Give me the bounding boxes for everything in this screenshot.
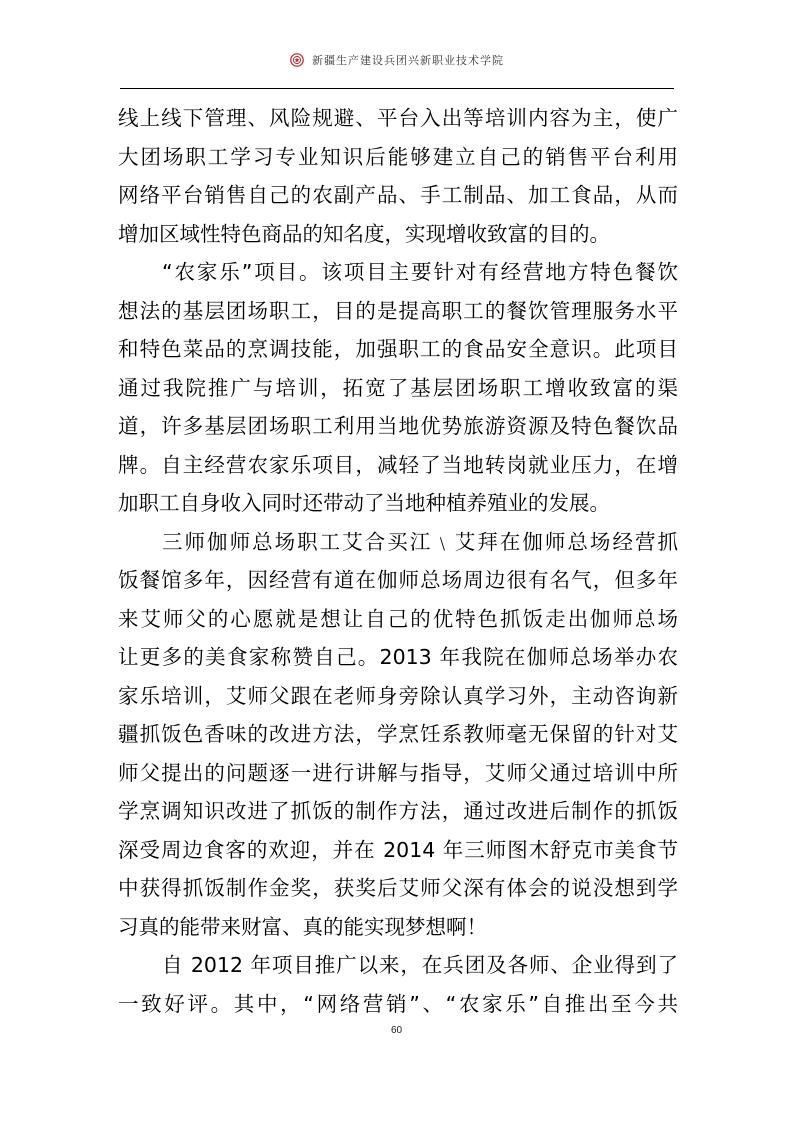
college-logo-icon [290, 53, 304, 67]
body-text [118, 99, 678, 1023]
text-line: 一致好评。其中，“网络营销”、“农家乐”自推出至今共 [118, 991, 678, 1016]
text-line: 家乐培训，艾师父跟在老师身旁除认真学习外，主动咨询新 [118, 683, 678, 708]
paragraph [118, 253, 678, 523]
text-line: “农家乐”项目。该项目主要针对有经营地方特色餐饮 [162, 260, 678, 284]
text-line: 道，许多基层团场职工利用当地优势旅游资源及特色餐饮品 [118, 414, 678, 438]
text-line: 线上线下管理、风险规避、平台入出等培训内容为主，使广 [118, 106, 678, 130]
text-line: 大团场职工学习专业知识后能够建立自己的销售平台利用 [118, 144, 678, 169]
header-inner [120, 52, 674, 68]
page-number: 60 [390, 1025, 403, 1036]
text-line: 想法的基层团场职工，目的是提高职工的餐饮管理服务水平 [118, 298, 678, 323]
text-line: 来艾师父的心愿就是想让自己的优特色抓饭走出伽师总场 [118, 606, 678, 631]
text-line: 增加区域性特色商品的知名度，实现增收致富的目的。 [118, 221, 610, 246]
text-line: 深受周边食客的欢迎，并在 2014 年三师图木舒克市美食节 [118, 837, 678, 862]
text-line: 习真的能带来财富、真的能实现梦想啊！ [118, 914, 487, 939]
page-header [120, 48, 674, 89]
header-title: 新疆生产建设兵团兴新职业技术学院 [312, 54, 504, 67]
text-line: 通过我院推广与培训，拓宽了基层团场职工增收致富的渠 [118, 375, 678, 400]
text-line: 加职工自身收入同时还带动了当地种植养殖业的发展。 [118, 491, 610, 515]
text-line: 牌。自主经营农家乐项目，减轻了当地转岗就业压力，在增 [118, 452, 678, 477]
text-line: 师父提出的问题逐一进行讲解与指导，艾师父通过培训中所 [118, 760, 678, 785]
paragraph [118, 523, 678, 947]
text-line: 中获得抓饭制作金奖，获奖后艾师父深有体会的说没想到学 [118, 876, 678, 900]
text-line: 饭餐馆多年，因经营有道在伽师总场周边很有名气，但多年 [118, 568, 678, 592]
text-line: 自 2012 年项目推广以来，在兵团及各师、企业得到了 [162, 953, 678, 977]
text-line: 网络平台销售自己的农副产品、手工制品、加工食品，从而 [118, 183, 678, 207]
text-line: 学烹调知识改进了抓饭的制作方法，通过改进后制作的抓饭 [118, 799, 678, 823]
text-line: 三师伽师总场职工艾合买江﹨艾拜在伽师总场经营抓 [162, 529, 678, 554]
text-line: 疆抓饭色香味的改进方法，学烹饪系教师毫无保留的针对艾 [118, 722, 678, 746]
text-line: 让更多的美食家称赞自己。2013 年我院在伽师总场举办农 [118, 645, 678, 669]
paragraph [118, 99, 678, 253]
paragraph [118, 946, 678, 1023]
text-line: 和特色菜品的烹调技能，加强职工的食品安全意识。此项目 [118, 337, 678, 361]
